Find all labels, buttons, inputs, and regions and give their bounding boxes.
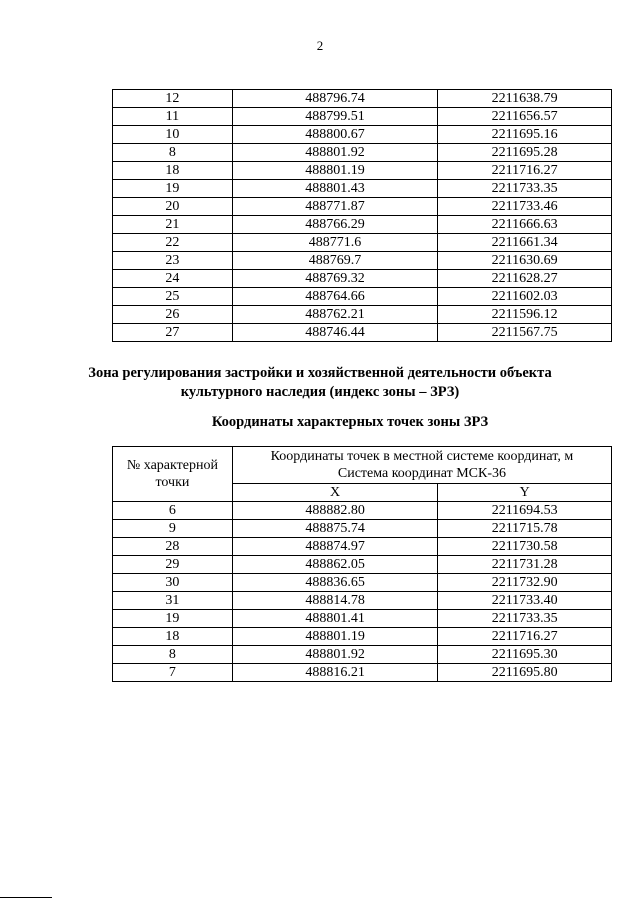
x-coordinate-cell: 488875.74	[232, 520, 438, 538]
y-coordinate-cell: 2211695.16	[438, 126, 612, 144]
point-number-cell: 8	[113, 144, 233, 162]
table-row	[113, 216, 612, 234]
y-coordinate-cell: 2211733.35	[438, 610, 612, 628]
x-coordinate-cell: 488874.97	[232, 538, 438, 556]
y-coordinate-cell: 2211733.35	[438, 180, 612, 198]
header-point-number	[113, 447, 233, 502]
x-coordinate-cell: 488862.05	[232, 556, 438, 574]
point-number-cell: 21	[113, 216, 233, 234]
zone-heading	[0, 364, 640, 402]
header-coords-line2: Система координат МСК-36	[337, 466, 506, 481]
x-coordinate-cell: 488882.80	[232, 502, 438, 520]
y-coordinate-cell: 2211716.27	[438, 162, 612, 180]
y-coordinate-cell: 2211656.57	[438, 108, 612, 126]
point-number-cell: 31	[113, 592, 233, 610]
table-row	[113, 646, 612, 664]
point-number-cell: 28	[113, 538, 233, 556]
page-number: 2	[316, 38, 324, 53]
y-coordinate-cell: 2211694.53	[438, 502, 612, 520]
table-row	[113, 144, 612, 162]
table-row	[113, 502, 612, 520]
y-coordinate-cell: 2211695.30	[438, 646, 612, 664]
x-coordinate-cell: 488801.19	[232, 628, 438, 646]
table-row	[113, 198, 612, 216]
table-row	[113, 538, 612, 556]
table-row	[113, 664, 612, 682]
x-coordinate-cell: 488816.21	[232, 664, 438, 682]
point-number-cell: 27	[113, 324, 233, 342]
x-coordinate-cell: 488801.92	[232, 646, 438, 664]
x-coordinate-cell: 488796.74	[232, 90, 438, 108]
zone-heading-line2: культурного наследия (индекс зоны – ЗРЗ)	[180, 384, 460, 400]
point-number-cell: 9	[113, 520, 233, 538]
x-coordinate-cell: 488836.65	[232, 574, 438, 592]
y-coordinate-cell: 2211695.80	[438, 664, 612, 682]
y-coordinate-cell: 2211630.69	[438, 252, 612, 270]
point-number-cell: 23	[113, 252, 233, 270]
x-coordinate-cell: 488762.21	[232, 306, 438, 324]
point-number-cell: 25	[113, 288, 233, 306]
coordinates-table-continued	[112, 89, 612, 342]
x-coordinate-cell: 488801.92	[232, 144, 438, 162]
point-number-cell: 10	[113, 126, 233, 144]
table-row	[113, 126, 612, 144]
point-number-cell: 12	[113, 90, 233, 108]
y-coordinate-cell: 2211716.27	[438, 628, 612, 646]
x-coordinate-cell: 488764.66	[232, 288, 438, 306]
x-coordinate-cell: 488801.19	[232, 162, 438, 180]
header-y: Y	[438, 484, 612, 502]
table-row	[113, 556, 612, 574]
point-number-cell: 18	[113, 162, 233, 180]
y-coordinate-cell: 2211596.12	[438, 306, 612, 324]
x-coordinate-cell: 488766.29	[232, 216, 438, 234]
zone-heading-line1: Зона регулирования застройки и хозяйственной деятельности объекта	[88, 365, 552, 381]
table-row	[113, 90, 612, 108]
y-coordinate-cell: 2211602.03	[438, 288, 612, 306]
zrz-coordinates-table	[112, 446, 612, 682]
x-coordinate-cell: 488769.32	[232, 270, 438, 288]
table-row	[113, 592, 612, 610]
y-coordinate-cell: 2211638.79	[438, 90, 612, 108]
y-coordinate-cell: 2211731.28	[438, 556, 612, 574]
y-coordinate-cell: 2211730.58	[438, 538, 612, 556]
point-number-cell: 22	[113, 234, 233, 252]
table-row	[113, 234, 612, 252]
table-row	[113, 288, 612, 306]
x-coordinate-cell: 488814.78	[232, 592, 438, 610]
point-number-cell: 8	[113, 646, 233, 664]
x-coordinate-cell: 488769.7	[232, 252, 438, 270]
point-number-cell: 20	[113, 198, 233, 216]
point-number-cell: 19	[113, 180, 233, 198]
y-coordinate-cell: 2211715.78	[438, 520, 612, 538]
table-row	[113, 252, 612, 270]
x-coordinate-cell: 488799.51	[232, 108, 438, 126]
y-coordinate-cell: 2211628.27	[438, 270, 612, 288]
header-coordinates	[232, 447, 611, 484]
table-row	[113, 108, 612, 126]
table-row	[113, 306, 612, 324]
coordinates-heading: Координаты характерных точек зоны ЗРЗ	[211, 414, 489, 430]
header-coords-line1: Координаты точек в местной системе координат, м	[270, 449, 574, 464]
point-number-cell: 7	[113, 664, 233, 682]
footer-divider	[0, 897, 52, 898]
y-coordinate-cell: 2211733.40	[438, 592, 612, 610]
y-coordinate-cell: 2211695.28	[438, 144, 612, 162]
x-coordinate-cell: 488746.44	[232, 324, 438, 342]
table-row	[113, 520, 612, 538]
x-coordinate-cell: 488801.41	[232, 610, 438, 628]
header-point-line1: № характерной	[126, 458, 218, 473]
point-number-cell: 26	[113, 306, 233, 324]
table-row	[113, 270, 612, 288]
point-number-cell: 24	[113, 270, 233, 288]
header-x: X	[232, 484, 438, 502]
table-row	[113, 324, 612, 342]
x-coordinate-cell: 488771.6	[232, 234, 438, 252]
table-row	[113, 162, 612, 180]
x-coordinate-cell: 488800.67	[232, 126, 438, 144]
point-number-cell: 19	[113, 610, 233, 628]
x-coordinate-cell: 488771.87	[232, 198, 438, 216]
table-row	[113, 610, 612, 628]
point-number-cell: 18	[113, 628, 233, 646]
table-row	[113, 180, 612, 198]
y-coordinate-cell: 2211666.63	[438, 216, 612, 234]
y-coordinate-cell: 2211733.46	[438, 198, 612, 216]
y-coordinate-cell: 2211661.34	[438, 234, 612, 252]
table-row	[113, 574, 612, 592]
point-number-cell: 11	[113, 108, 233, 126]
y-coordinate-cell: 2211567.75	[438, 324, 612, 342]
x-coordinate-cell: 488801.43	[232, 180, 438, 198]
table-row	[113, 628, 612, 646]
y-coordinate-cell: 2211732.90	[438, 574, 612, 592]
header-point-line2: точки	[155, 475, 190, 490]
point-number-cell: 30	[113, 574, 233, 592]
point-number-cell: 6	[113, 502, 233, 520]
point-number-cell: 29	[113, 556, 233, 574]
